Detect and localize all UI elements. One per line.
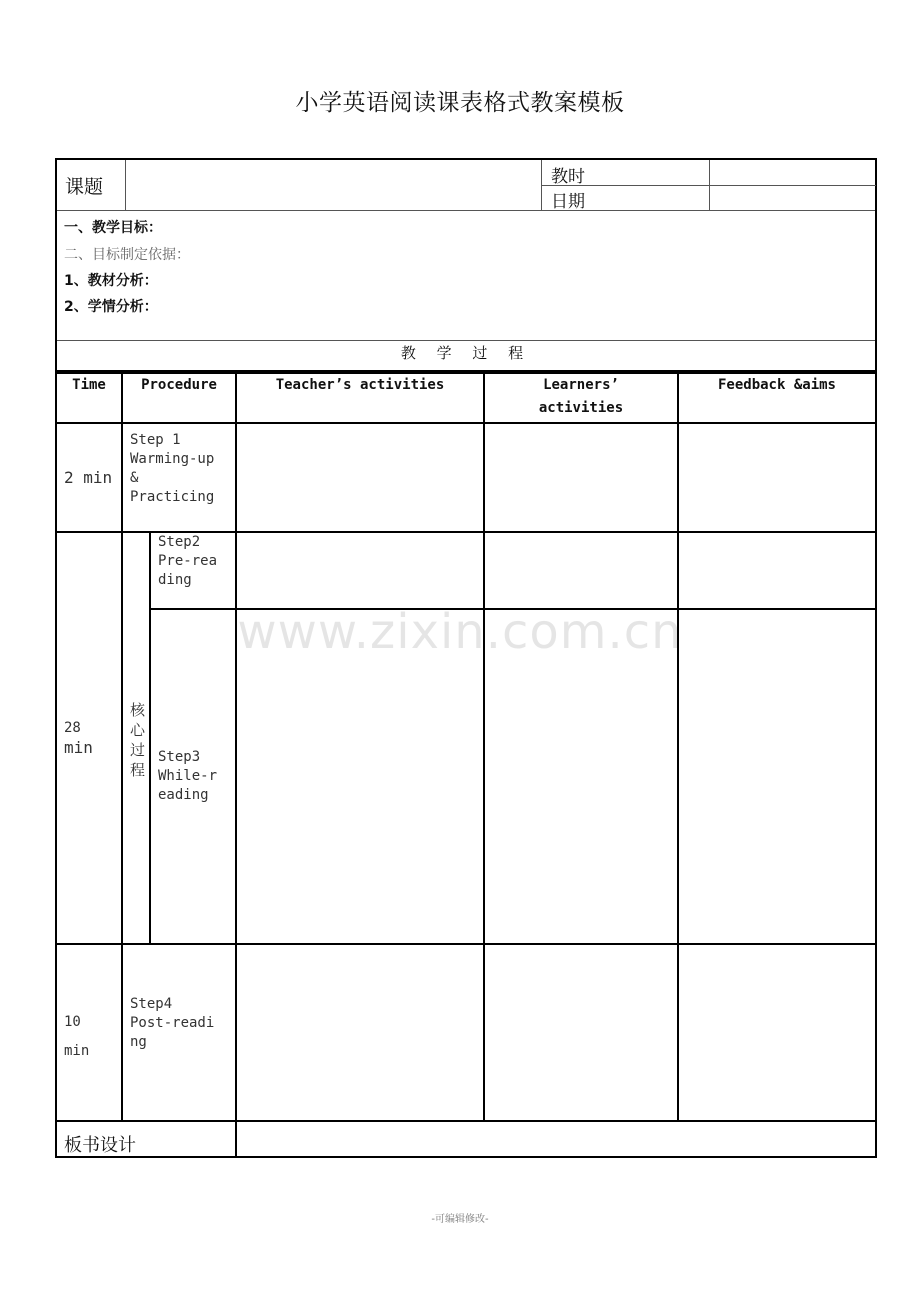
board-design-label: 板书设计 — [64, 1135, 136, 1156]
document-title: 小学英语阅读课表格式教案模板 — [295, 90, 625, 116]
row3-feedback-cell[interactable] — [680, 946, 874, 1119]
row2a-teacher-cell[interactable] — [238, 534, 482, 607]
row1-teacher-cell[interactable] — [238, 425, 482, 530]
page-footer: -可编辑修改- — [431, 1214, 489, 1225]
date-label: 日期 — [551, 192, 585, 212]
row2b-teacher-cell[interactable] — [238, 611, 482, 942]
col-learners-activities-line2: activities — [538, 400, 624, 416]
row3-time-number: 10 — [64, 1014, 81, 1030]
board-design-cell[interactable] — [238, 1123, 874, 1155]
hours-label: 教时 — [551, 167, 585, 187]
col-learners-activities-line1: Learners’ — [543, 377, 619, 393]
row1-time: 2 min — [64, 468, 113, 487]
row2a-feedback-cell[interactable] — [680, 534, 874, 607]
row3-learners-cell[interactable] — [486, 946, 676, 1119]
process-title: 教 学 过 程 — [400, 344, 532, 362]
row1-step: Step 1 Warming-up & Practicing — [130, 432, 215, 505]
date-value-cell[interactable] — [711, 187, 874, 209]
row2-time-unit: min — [64, 738, 93, 757]
col-teacher-activities: Teacher’s activities — [275, 377, 445, 393]
row2-step3: Step3 While-r eading — [158, 749, 218, 803]
row2-step2: Step2 Pre-rea ding — [158, 534, 218, 588]
row2-time-number: 28 — [64, 720, 81, 736]
objective-line-4: 2、学情分析： — [64, 299, 158, 315]
row3-teacher-cell[interactable] — [238, 946, 482, 1119]
hours-value-cell[interactable] — [711, 161, 874, 184]
objective-line-3: 1、教材分析： — [64, 273, 158, 289]
col-time: Time — [72, 377, 106, 393]
row2a-learners-cell[interactable] — [486, 534, 676, 607]
col-feedback-aims: Feedback &aims — [717, 377, 836, 393]
row2b-learners-cell[interactable] — [486, 611, 676, 942]
row3-time-unit: min — [64, 1043, 90, 1059]
watermark: www.zixin.com.cn — [237, 604, 683, 660]
objective-line-1: 一、教学目标： — [64, 220, 162, 236]
row1-learners-cell[interactable] — [486, 425, 676, 530]
topic-label: 课题 — [65, 176, 104, 198]
row3-step: Step4 Post-readi ng — [130, 996, 215, 1050]
objective-line-2: 二、目标制定依据： — [64, 247, 190, 263]
col-procedure: Procedure — [141, 377, 217, 393]
core-process-label: 核 心 过 程 — [130, 701, 146, 779]
topic-value-cell[interactable] — [127, 162, 539, 208]
row2b-feedback-cell[interactable] — [680, 611, 874, 942]
row1-feedback-cell[interactable] — [680, 425, 874, 530]
